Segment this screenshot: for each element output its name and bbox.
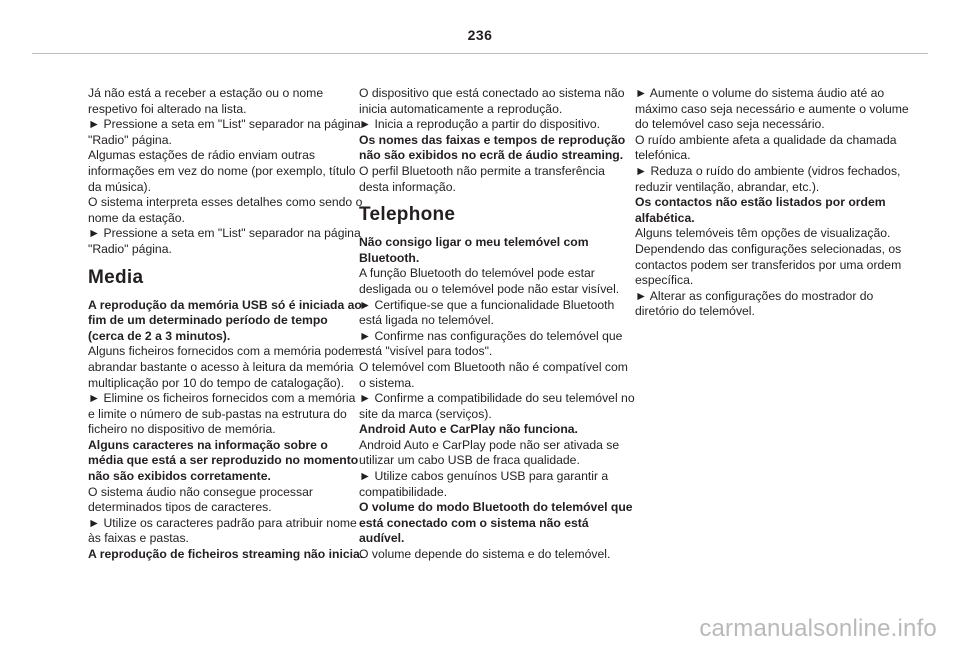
text-column-3 — [635, 86, 911, 320]
paragraph: O volume depende do sistema e do telemóvel. — [359, 547, 611, 562]
paragraph: Algumas estações de rádio enviam outras informações em vez do nome (por exemplo, título da música). — [88, 148, 356, 194]
section-heading: Media — [88, 266, 144, 288]
paragraph: ► Reduza o ruído do ambiente (vidros fechados, reduzir ventilação, abrandar, etc.). — [635, 163, 901, 194]
paragraph: ► Inicia a reprodução a partir do dispositivo. — [359, 117, 601, 132]
watermark: carmanualsonline.info — [699, 615, 937, 642]
text-column-1 — [88, 86, 364, 563]
paragraph: Android Auto e CarPlay pode não ser ativada se utilizar um cabo USB de fraca qualidade. — [359, 437, 620, 468]
paragraph: O dispositivo que está conectado ao sistema não inicia automaticamente a reprodução. — [359, 86, 625, 116]
paragraph: ► Utilize os caracteres padrão para atribuir nome às faixas e pastas. — [88, 515, 357, 546]
paragraph: A função Bluetooth do telemóvel pode estar desligada ou o telemóvel pode não estar visível. — [359, 266, 620, 296]
paragraph: ► Utilize cabos genuínos USB para garantir a compatibilidade. — [359, 469, 609, 499]
paragraph: ► Confirme a compatibilidade do seu telemóvel no site da marca (serviços). — [359, 391, 635, 421]
paragraph: ► Elimine os ficheiros fornecidos com a memória e limite o número de sub-pastas na estrutura do ficheiro no dispositivo de memória. — [88, 391, 356, 437]
header-divider — [32, 53, 928, 54]
paragraph: Alguns telemóveis têm opções de visualização. Dependendo das configurações selecionadas, os contactos podem ser transferidos por uma ordem específica. — [635, 226, 902, 288]
paragraph: Já não está a receber a estação ou o nome respetivo foi alterado na lista. — [88, 86, 324, 116]
paragraph: ► Pressione a seta em "List" separador na página "Radio" página. — [88, 117, 361, 147]
paragraph: O sistema interpreta esses detalhes como sendo o nome da estação. — [88, 195, 363, 225]
paragraph: Alguns ficheiros fornecidos com a memória podem abrandar bastante o acesso à leitura da memória multiplicação por 10 do tempo de catalogação). — [88, 344, 362, 390]
text-column-2 — [359, 86, 635, 563]
paragraph: ► Alterar as configurações do mostrador do diretório do telemóvel. — [635, 288, 874, 319]
paragraph: O perfil Bluetooth não permite a transferência desta informação. — [359, 163, 605, 194]
page-number: 236 — [467, 27, 493, 43]
issue-heading: Não consigo ligar o meu telemóvel com Bluetooth. — [359, 235, 589, 265]
issue-heading: Android Auto e CarPlay não funciona. — [359, 422, 578, 437]
paragraph: ► Aumente o volume do sistema áudio até ao máximo caso seja necessário e aumente o volume do telemóvel caso seja necessário. — [635, 86, 909, 132]
paragraph: ► Pressione a seta em "List" separador na página "Radio" página. — [88, 226, 361, 256]
paragraph: O telemóvel com Bluetooth não é compatível com o sistema. — [359, 359, 628, 390]
section-heading: Telephone — [359, 204, 456, 226]
paragraph: O sistema áudio não consegue processar determinados tipos de caracteres. — [88, 484, 313, 515]
issue-heading: A reprodução da memória USB só é iniciada ao fim de um determinado período de tempo (cerca de 2 a 3 minutos). — [88, 297, 362, 343]
paragraph: O ruído ambiente afeta a qualidade da chamada telefónica. — [635, 132, 897, 163]
paragraph: ► Confirme nas configurações do telemóvel que está "visível para todos". — [359, 328, 623, 359]
issue-heading: A reprodução de ficheiros streaming não inicia. — [88, 547, 364, 562]
paragraph: ► Certifique-se que a funcionalidade Bluetooth está ligada no telemóvel. — [359, 297, 615, 328]
issue-heading: Alguns caracteres na informação sobre o média que está a ser reproduzido no momento não são exibidos corretamente. — [88, 437, 359, 484]
issue-heading: O volume do modo Bluetooth do telemóvel que está conectado com o sistema não está audível. — [359, 500, 633, 546]
issue-heading: Os contactos não estão listados por ordem alfabética. — [635, 195, 886, 225]
issue-heading: Os nomes das faixas e tempos de reprodução não são exibidos no ecrã de áudio streaming. — [359, 132, 626, 163]
